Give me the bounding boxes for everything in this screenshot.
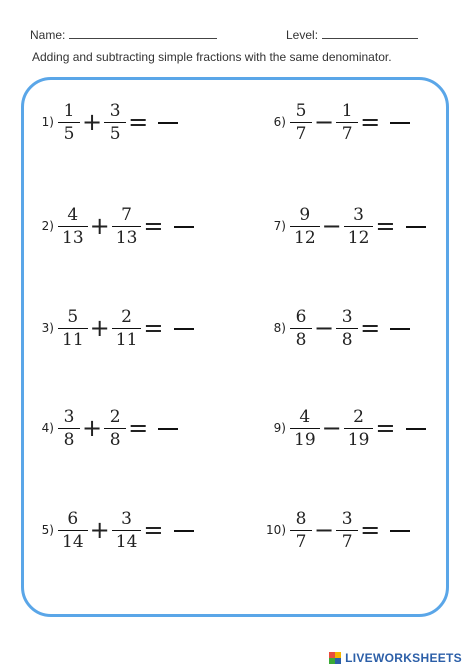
denominator: 5 [109, 123, 121, 144]
fraction-bar [112, 328, 142, 329]
operator: + [82, 414, 103, 442]
denominator: 7 [341, 123, 353, 144]
operator: + [89, 516, 110, 544]
numerator: 3 [121, 508, 132, 529]
problem-number: 4) [41, 421, 54, 435]
problem-6 [256, 92, 410, 152]
problem-number: 7) [273, 219, 286, 233]
problem-8 [256, 298, 410, 358]
answer-blank[interactable] [390, 122, 410, 124]
denominator: 8 [109, 429, 121, 450]
denominator: 19 [294, 429, 316, 450]
denominator: 11 [115, 329, 138, 350]
operator: − [321, 212, 342, 240]
denominator: 8 [341, 329, 353, 350]
fraction-bar [104, 428, 126, 429]
numerator: 4 [299, 406, 311, 427]
operator: − [314, 516, 335, 544]
numerator: 5 [67, 306, 79, 327]
second-fraction [346, 205, 372, 248]
instructions-text: Adding and subtracting simple fractions with the same denominator. [32, 50, 392, 64]
problem-number: 6) [273, 115, 286, 129]
answer-blank[interactable] [158, 122, 178, 124]
fraction-bar [336, 122, 358, 123]
answer-blank[interactable] [406, 226, 426, 228]
first-fraction [292, 509, 310, 552]
fraction-bar [58, 122, 80, 123]
problem-number: 5) [41, 523, 54, 537]
fraction-bar [290, 226, 320, 227]
problem-number: 1) [41, 115, 54, 129]
answer-blank[interactable] [158, 428, 178, 430]
liveworksheets-logo-icon [329, 652, 341, 664]
numerator: 2 [109, 406, 121, 427]
numerator: 6 [67, 508, 79, 529]
equals-sign: = [360, 314, 381, 342]
denominator: 8 [295, 329, 307, 350]
operator: − [314, 108, 335, 136]
denominator: 14 [62, 531, 84, 552]
answer-blank[interactable] [406, 428, 426, 430]
answer-blank[interactable] [174, 328, 194, 330]
first-fraction [60, 407, 78, 450]
numerator: 9 [299, 204, 311, 225]
numerator: 4 [67, 204, 79, 225]
problem-7 [256, 196, 426, 256]
first-fraction [60, 205, 86, 248]
operator: + [89, 212, 110, 240]
equals-sign: = [128, 108, 149, 136]
fraction-bar [58, 328, 88, 329]
equals-sign: = [375, 212, 396, 240]
fraction-bar [290, 328, 312, 329]
numerator: 1 [341, 100, 353, 121]
denominator: 5 [63, 123, 75, 144]
equals-sign: = [143, 516, 164, 544]
operator: − [314, 314, 335, 342]
equals-sign: = [360, 516, 381, 544]
fraction-bar [112, 226, 142, 227]
second-fraction [346, 407, 372, 450]
denominator: 12 [294, 227, 316, 248]
fraction-bar [290, 428, 320, 429]
fraction-bar [58, 530, 88, 531]
denominator: 7 [295, 531, 307, 552]
denominator: 13 [62, 227, 84, 248]
denominator: 13 [115, 227, 138, 248]
equals-sign: = [375, 414, 396, 442]
problem-number: 10) [266, 523, 286, 537]
brand-logo [329, 651, 462, 665]
denominator: 7 [341, 531, 353, 552]
operator: − [321, 414, 342, 442]
numerator: 6 [295, 306, 307, 327]
brand-name: LIVEWORKSHEETS [345, 651, 462, 665]
answer-blank[interactable] [174, 530, 194, 532]
second-fraction [114, 205, 140, 248]
denominator: 19 [347, 429, 370, 450]
second-fraction [338, 307, 356, 350]
first-fraction [292, 307, 310, 350]
fraction-bar [58, 428, 80, 429]
second-fraction [106, 101, 124, 144]
problem-3 [24, 298, 194, 358]
problem-4 [24, 398, 178, 458]
numerator: 1 [63, 100, 75, 121]
problem-9 [256, 398, 426, 458]
numerator: 3 [341, 508, 353, 529]
numerator: 8 [295, 508, 307, 529]
fraction-bar [344, 428, 374, 429]
equals-sign: = [360, 108, 381, 136]
numerator: 3 [353, 204, 364, 225]
first-fraction [60, 307, 86, 350]
first-fraction [292, 407, 318, 450]
second-fraction [338, 509, 356, 552]
fraction-bar [336, 328, 358, 329]
numerator: 5 [295, 100, 307, 121]
operator: + [82, 108, 103, 136]
problem-number: 9) [273, 421, 286, 435]
numerator: 3 [109, 100, 121, 121]
answer-blank[interactable] [174, 226, 194, 228]
fraction-bar [344, 226, 374, 227]
second-fraction [114, 307, 140, 350]
level-label: Level: [286, 28, 319, 42]
first-fraction [292, 101, 310, 144]
answer-blank[interactable] [390, 328, 410, 330]
problem-number: 2) [41, 219, 54, 233]
operator: + [89, 314, 110, 342]
problem-number: 8) [273, 321, 286, 335]
name-line[interactable] [69, 37, 217, 39]
first-fraction [60, 101, 78, 144]
second-fraction [338, 101, 356, 144]
answer-blank[interactable] [390, 530, 410, 532]
problem-2 [24, 196, 194, 256]
denominator: 12 [347, 227, 370, 248]
fraction-bar [290, 530, 312, 531]
first-fraction [60, 509, 86, 552]
problem-number: 3) [41, 321, 54, 335]
numerator: 3 [341, 306, 353, 327]
name-label: Name: [30, 28, 66, 42]
level-field[interactable] [286, 28, 418, 42]
second-fraction [114, 509, 140, 552]
fraction-bar [58, 226, 88, 227]
numerator: 7 [121, 204, 132, 225]
fraction-bar [112, 530, 142, 531]
numerator: 3 [63, 406, 75, 427]
equals-sign: = [128, 414, 149, 442]
level-line[interactable] [322, 37, 418, 39]
numerator: 2 [121, 306, 132, 327]
name-field[interactable] [30, 28, 217, 42]
denominator: 11 [62, 329, 84, 350]
fraction-bar [290, 122, 312, 123]
second-fraction [106, 407, 124, 450]
denominator: 14 [115, 531, 138, 552]
problem-5 [24, 500, 194, 560]
numerator: 2 [353, 406, 364, 427]
equals-sign: = [143, 314, 164, 342]
problem-10 [256, 500, 410, 560]
fraction-bar [104, 122, 126, 123]
problem-1 [24, 92, 178, 152]
fraction-bar [336, 530, 358, 531]
denominator: 8 [63, 429, 75, 450]
first-fraction [292, 205, 318, 248]
equals-sign: = [143, 212, 164, 240]
denominator: 7 [295, 123, 307, 144]
